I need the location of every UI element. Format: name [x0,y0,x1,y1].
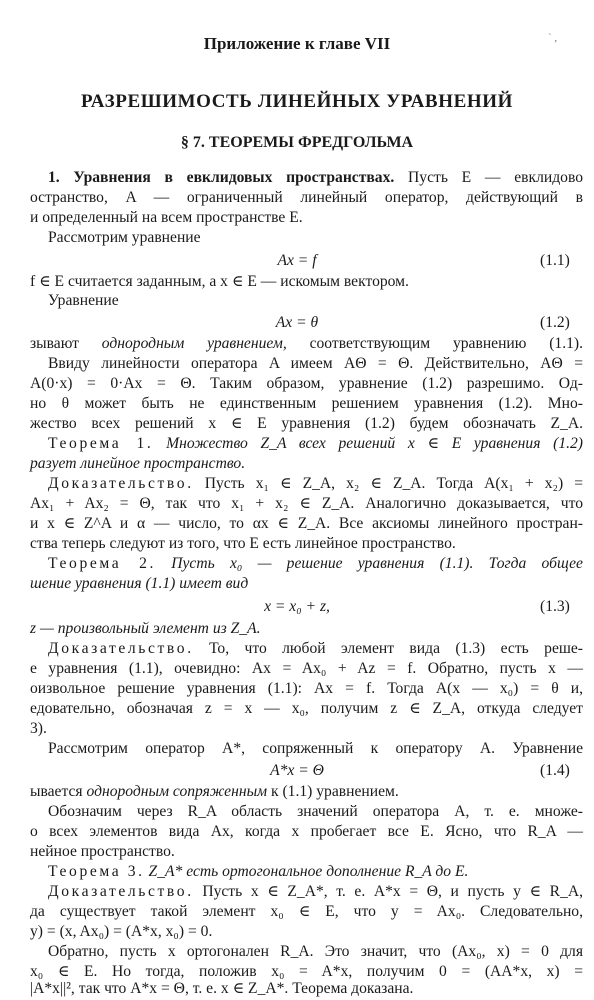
text-line: Теорема 1. Множество Z_A всех решений x ∈ E уравнения (1.2) [48,435,583,452]
text-line: Уравнение [48,292,119,309]
text-line: едовательно, обозначая z = x — x₀, получим z ∈ Z_A, откуда следует [30,700,583,717]
text-line: A(0·x) = 0·Ax = Θ. Таким образом, уравнение (1.2) разрешимо. Од- [30,375,583,392]
equation-number: (1.4) [540,762,570,779]
section-heading: § 7. ТЕОРЕМЫ ФРЕДГОЛЬМА [180,134,414,151]
text-line: Ввиду линейности оператора A имеем AΘ = Θ. Действительно, AΘ = [48,355,583,372]
text-line: ывается однородным сопряженным к (1.1) уравнением. [30,783,399,800]
text-line: Теорема 3. Z_A* есть ортогональное дополнение R_A до E. [48,863,469,880]
text-line: е уравнения (1.1), очевидно: Ax = Ax₀ + Az = f. Обратно, пусть x — [30,660,583,677]
text-line: оизвольное решение уравнения (1.1): Ax = f. Тогда A(x — x₀) = θ и, [30,680,583,697]
text-line: зывают однородным уравнением, соответствующим уравнению (1.1). [30,335,584,352]
equation-number: (1.2) [540,314,570,331]
text-line: x₀ ∈ E. Но тогда, положив x₀ = A*x, получим 0 = (AA*x, x) = [30,963,583,980]
text-line: шение уравнения (1.1) имеет вид [30,575,249,592]
text-line: 3). [30,720,47,737]
text-line: 1. Уравнения в евклидовых пространствах. Пусть E — евклидово [48,169,583,186]
text-line: разует линейное пространство. [30,455,246,472]
text-line: Теорема 2. Пусть x₀ — решение уравнения (1.1). Тогда общее [48,555,583,572]
text-line: остранство, A — ограниченный линейный оператор, действующий в [30,189,583,206]
text-line: y) = (x, Ax₀) = (A*x, x₀) = 0. [30,923,213,940]
chapter-header: Приложение к главе VII [203,34,391,53]
equation: x = x₀ + z, [264,598,330,615]
text-line: Обратно, пусть x ортогонален R_A. Это значит, что (Ax₀, x) = 0 для [48,943,583,960]
text-line: и определенный на всем пространстве E. [30,209,303,226]
text-line: z — произвольный элемент из Z_A. [30,620,261,637]
text-line: да существует такой элемент x₀ ∈ E, что y = Ax₀. Следовательно, [30,903,583,920]
text-line: Рассмотрим уравнение [48,229,201,246]
text-line: нейное пространство. [30,843,175,860]
equation-number: (1.3) [540,598,570,615]
equation-number: (1.1) [540,252,570,269]
text-line: Рассмотрим оператор A*, сопряженный к оператору A. Уравнение [48,740,583,757]
chapter-title: РАЗРЕШИМОСТЬ ЛИНЕЙНЫХ УРАВНЕНИЙ [81,91,513,112]
text-line: |A*x||², так что A*x = Θ, т. е. x ∈ Z_A*. Теорема доказана. [30,980,414,997]
text-line: f ∈ E считается заданным, а x ∈ E — искомым вектором. [30,273,409,290]
corner-mark: ` , [548,32,558,44]
text-line: и x ∈ Z^A и α — число, то αx ∈ Z_A. Все аксиомы линейного простран- [30,515,583,532]
text-line: о всех элементов вида Ax, когда x пробегает все E. Ясно, что R_A — [30,823,583,840]
text-line: жество всех решений x ∈ E уравнения (1.2) будем обозначать Z_A. [30,415,583,432]
text-line: Доказательство. Пусть x ∈ Z_A*, т. е. A*x = Θ, и пусть y ∈ R_A, [48,883,583,900]
equation: A*x = Θ [270,762,324,779]
text-line: ства теперь следуют из того, что E есть линейное пространство. [30,535,456,552]
equation: Ax = f [277,252,317,269]
text-line: Доказательство. Пусть x₁ ∈ Z_A, x₂ ∈ Z_A. Тогда A(x₁ + x₂) = [48,475,583,492]
text-line: Обозначим через R_A область значений оператора A, т. е. множе- [48,803,583,820]
text-line: Доказательство. То, что любой элемент вида (1.3) есть реше- [48,640,583,657]
text-line: но θ может быть не единственным решением уравнения (1.2). Мно- [30,395,583,412]
equation: Ax = θ [275,314,319,331]
text-line: Ax₁ + Ax₂ = Θ, так что x₁ + x₂ ∈ Z_A. Аналогично доказывается, что [30,495,583,512]
